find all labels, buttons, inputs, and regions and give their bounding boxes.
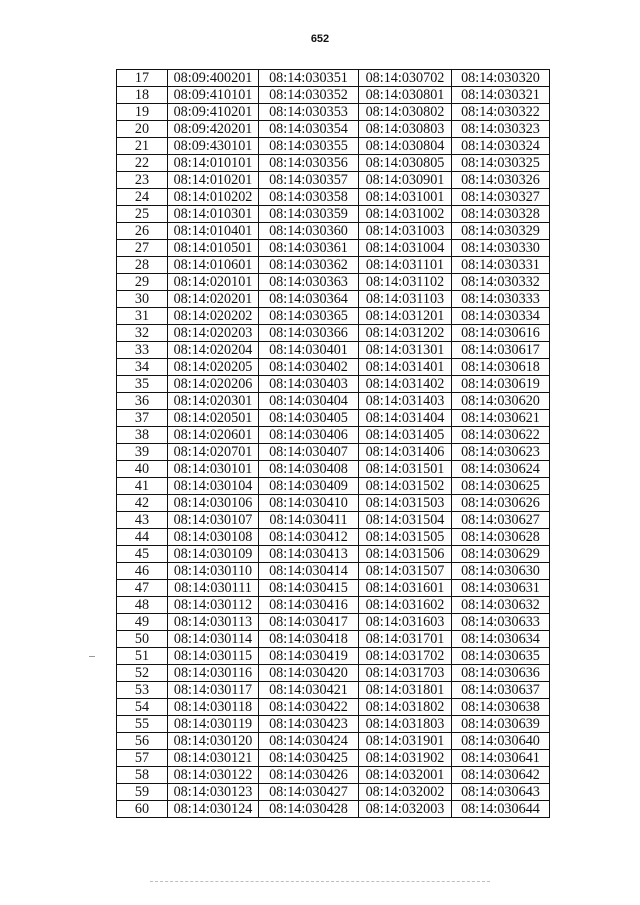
code-cell-col4: 08:14:030332 — [452, 274, 550, 291]
code-cell-col2: 08:14:030355 — [259, 138, 359, 155]
code-cell-col4: 08:14:030642 — [452, 767, 550, 784]
code-cell-col1: 08:09:410201 — [168, 104, 259, 121]
code-cell-col2: 08:14:030424 — [259, 733, 359, 750]
code-cell-col3: 08:14:031902 — [359, 750, 452, 767]
code-cell-col3: 08:14:032003 — [359, 801, 452, 818]
table-row — [117, 342, 550, 359]
code-cell-col3: 08:14:031801 — [359, 682, 452, 699]
row-number-cell: 20 — [117, 121, 168, 138]
code-cell-col4: 08:14:030331 — [452, 257, 550, 274]
table-row — [117, 376, 550, 393]
code-cell-col1: 08:14:030115 — [168, 648, 259, 665]
code-cell-col3: 08:14:031406 — [359, 444, 452, 461]
code-cell-col1: 08:14:030106 — [168, 495, 259, 512]
table-row — [117, 70, 550, 87]
row-number-cell: 43 — [117, 512, 168, 529]
code-cell-col2: 08:14:030416 — [259, 597, 359, 614]
code-cell-col4: 08:14:030634 — [452, 631, 550, 648]
code-cell-col1: 08:14:030116 — [168, 665, 259, 682]
code-cell-col4: 08:14:030624 — [452, 461, 550, 478]
row-number-cell: 35 — [117, 376, 168, 393]
codes-table — [116, 69, 550, 818]
row-number-cell: 50 — [117, 631, 168, 648]
code-cell-col1: 08:14:030114 — [168, 631, 259, 648]
code-cell-col4: 08:14:030333 — [452, 291, 550, 308]
code-cell-col1: 08:14:030124 — [168, 801, 259, 818]
code-cell-col1: 08:14:030108 — [168, 529, 259, 546]
code-cell-col1: 08:14:020204 — [168, 342, 259, 359]
code-cell-col4: 08:14:030330 — [452, 240, 550, 257]
code-cell-col3: 08:14:031405 — [359, 427, 452, 444]
code-cell-col2: 08:14:030407 — [259, 444, 359, 461]
code-cell-col1: 08:14:030109 — [168, 546, 259, 563]
row-number-cell: 48 — [117, 597, 168, 614]
code-cell-col4: 08:14:030639 — [452, 716, 550, 733]
code-cell-col2: 08:14:030366 — [259, 325, 359, 342]
table-row — [117, 580, 550, 597]
code-cell-col3: 08:14:031404 — [359, 410, 452, 427]
table-row — [117, 257, 550, 274]
row-number-cell: 53 — [117, 682, 168, 699]
code-cell-col3: 08:14:031901 — [359, 733, 452, 750]
table-row — [117, 138, 550, 155]
row-number-cell: 19 — [117, 104, 168, 121]
row-number-cell: 52 — [117, 665, 168, 682]
code-cell-col3: 08:14:030804 — [359, 138, 452, 155]
code-cell-col2: 08:14:030351 — [259, 70, 359, 87]
table-row — [117, 87, 550, 104]
table-row — [117, 325, 550, 342]
table-row — [117, 427, 550, 444]
code-cell-col4: 08:14:030324 — [452, 138, 550, 155]
code-cell-col1: 08:14:030122 — [168, 767, 259, 784]
margin-mark — [89, 656, 95, 657]
code-cell-col3: 08:14:031502 — [359, 478, 452, 495]
code-cell-col3: 08:14:032002 — [359, 784, 452, 801]
code-cell-col3: 08:14:031504 — [359, 512, 452, 529]
code-cell-col2: 08:14:030364 — [259, 291, 359, 308]
code-cell-col1: 08:14:020203 — [168, 325, 259, 342]
code-cell-col4: 08:14:030633 — [452, 614, 550, 631]
table-row — [117, 478, 550, 495]
code-cell-col2: 08:14:030418 — [259, 631, 359, 648]
row-number-cell: 59 — [117, 784, 168, 801]
code-cell-col3: 08:14:031403 — [359, 393, 452, 410]
code-cell-col2: 08:14:030414 — [259, 563, 359, 580]
table-row — [117, 716, 550, 733]
code-cell-col3: 08:14:031003 — [359, 223, 452, 240]
code-cell-col1: 08:14:020205 — [168, 359, 259, 376]
page-number: 652 — [310, 33, 330, 45]
code-cell-col1: 08:14:030101 — [168, 461, 259, 478]
code-cell-col1: 08:14:030104 — [168, 478, 259, 495]
code-cell-col4: 08:14:030617 — [452, 342, 550, 359]
row-number-cell: 28 — [117, 257, 168, 274]
code-cell-col3: 08:14:031202 — [359, 325, 452, 342]
row-number-cell: 21 — [117, 138, 168, 155]
table-row — [117, 512, 550, 529]
table-row — [117, 495, 550, 512]
code-cell-col4: 08:14:030640 — [452, 733, 550, 750]
table-row — [117, 291, 550, 308]
bottom-scan-line — [150, 881, 490, 882]
code-cell-col4: 08:14:030325 — [452, 155, 550, 172]
row-number-cell: 34 — [117, 359, 168, 376]
code-cell-col3: 08:14:031001 — [359, 189, 452, 206]
code-cell-col2: 08:14:030354 — [259, 121, 359, 138]
code-cell-col2: 08:14:030365 — [259, 308, 359, 325]
code-cell-col2: 08:14:030427 — [259, 784, 359, 801]
table-row — [117, 733, 550, 750]
table-row — [117, 206, 550, 223]
code-cell-col4: 08:14:030630 — [452, 563, 550, 580]
code-cell-col2: 08:14:030360 — [259, 223, 359, 240]
code-cell-col3: 08:14:032001 — [359, 767, 452, 784]
code-cell-col1: 08:14:010202 — [168, 189, 259, 206]
code-cell-col1: 08:09:430101 — [168, 138, 259, 155]
code-cell-col3: 08:14:031002 — [359, 206, 452, 223]
code-cell-col2: 08:14:030415 — [259, 580, 359, 597]
code-cell-col3: 08:14:031102 — [359, 274, 452, 291]
code-cell-col2: 08:14:030363 — [259, 274, 359, 291]
code-cell-col2: 08:14:030405 — [259, 410, 359, 427]
code-cell-col3: 08:14:031506 — [359, 546, 452, 563]
code-cell-col3: 08:14:031701 — [359, 631, 452, 648]
row-number-cell: 57 — [117, 750, 168, 767]
code-cell-col2: 08:14:030353 — [259, 104, 359, 121]
row-number-cell: 58 — [117, 767, 168, 784]
code-cell-col2: 08:14:030358 — [259, 189, 359, 206]
row-number-cell: 38 — [117, 427, 168, 444]
code-cell-col3: 08:14:031601 — [359, 580, 452, 597]
table-row — [117, 665, 550, 682]
table-row — [117, 546, 550, 563]
row-number-cell: 54 — [117, 699, 168, 716]
code-cell-col3: 08:14:030805 — [359, 155, 452, 172]
code-cell-col3: 08:14:031103 — [359, 291, 452, 308]
code-cell-col1: 08:09:400201 — [168, 70, 259, 87]
codes-table-body — [117, 70, 550, 818]
row-number-cell: 30 — [117, 291, 168, 308]
row-number-cell: 55 — [117, 716, 168, 733]
table-row — [117, 189, 550, 206]
code-cell-col4: 08:14:030641 — [452, 750, 550, 767]
code-cell-col2: 08:14:030356 — [259, 155, 359, 172]
code-cell-col4: 08:14:030643 — [452, 784, 550, 801]
code-cell-col4: 08:14:030631 — [452, 580, 550, 597]
table-row — [117, 699, 550, 716]
code-cell-col1: 08:14:030117 — [168, 682, 259, 699]
code-cell-col1: 08:14:020701 — [168, 444, 259, 461]
code-cell-col1: 08:14:030121 — [168, 750, 259, 767]
code-cell-col4: 08:14:030632 — [452, 597, 550, 614]
row-number-cell: 45 — [117, 546, 168, 563]
code-cell-col1: 08:14:020301 — [168, 393, 259, 410]
table-row — [117, 359, 550, 376]
code-cell-col1: 08:09:410101 — [168, 87, 259, 104]
table-row — [117, 631, 550, 648]
row-number-cell: 32 — [117, 325, 168, 342]
code-cell-col1: 08:14:010201 — [168, 172, 259, 189]
code-cell-col2: 08:14:030403 — [259, 376, 359, 393]
code-cell-col3: 08:14:031401 — [359, 359, 452, 376]
code-cell-col3: 08:14:031602 — [359, 597, 452, 614]
table-row — [117, 784, 550, 801]
code-cell-col4: 08:14:030322 — [452, 104, 550, 121]
code-cell-col3: 08:14:031703 — [359, 665, 452, 682]
code-cell-col2: 08:14:030362 — [259, 257, 359, 274]
row-number-cell: 47 — [117, 580, 168, 597]
table-row — [117, 104, 550, 121]
code-cell-col3: 08:14:031101 — [359, 257, 452, 274]
code-cell-col1: 08:14:030113 — [168, 614, 259, 631]
row-number-cell: 40 — [117, 461, 168, 478]
code-cell-col4: 08:14:030620 — [452, 393, 550, 410]
code-cell-col4: 08:14:030619 — [452, 376, 550, 393]
code-cell-col4: 08:14:030621 — [452, 410, 550, 427]
code-cell-col1: 08:14:020101 — [168, 274, 259, 291]
row-number-cell: 36 — [117, 393, 168, 410]
row-number-cell: 17 — [117, 70, 168, 87]
code-cell-col1: 08:14:020501 — [168, 410, 259, 427]
row-number-cell: 42 — [117, 495, 168, 512]
code-cell-col2: 08:14:030426 — [259, 767, 359, 784]
code-cell-col3: 08:14:031507 — [359, 563, 452, 580]
code-cell-col4: 08:14:030636 — [452, 665, 550, 682]
code-cell-col1: 08:14:010301 — [168, 206, 259, 223]
code-cell-col3: 08:14:031201 — [359, 308, 452, 325]
code-cell-col3: 08:14:030801 — [359, 87, 452, 104]
row-number-cell: 33 — [117, 342, 168, 359]
code-cell-col3: 08:14:030802 — [359, 104, 452, 121]
code-cell-col1: 08:14:020206 — [168, 376, 259, 393]
table-row — [117, 563, 550, 580]
code-cell-col4: 08:14:030625 — [452, 478, 550, 495]
code-cell-col1: 08:14:020601 — [168, 427, 259, 444]
code-cell-col1: 08:14:020202 — [168, 308, 259, 325]
code-cell-col4: 08:14:030627 — [452, 512, 550, 529]
code-cell-col3: 08:14:030803 — [359, 121, 452, 138]
code-cell-col2: 08:14:030352 — [259, 87, 359, 104]
row-number-cell: 56 — [117, 733, 168, 750]
table-row — [117, 121, 550, 138]
code-cell-col1: 08:09:420201 — [168, 121, 259, 138]
code-cell-col2: 08:14:030406 — [259, 427, 359, 444]
row-number-cell: 31 — [117, 308, 168, 325]
code-cell-col4: 08:14:030321 — [452, 87, 550, 104]
code-cell-col1: 08:14:030123 — [168, 784, 259, 801]
code-cell-col2: 08:14:030361 — [259, 240, 359, 257]
code-cell-col4: 08:14:030635 — [452, 648, 550, 665]
code-cell-col3: 08:14:030702 — [359, 70, 452, 87]
code-cell-col2: 08:14:030357 — [259, 172, 359, 189]
row-number-cell: 60 — [117, 801, 168, 818]
code-cell-col4: 08:14:030320 — [452, 70, 550, 87]
table-row — [117, 223, 550, 240]
code-cell-col3: 08:14:031603 — [359, 614, 452, 631]
code-cell-col1: 08:14:010601 — [168, 257, 259, 274]
table-row — [117, 614, 550, 631]
code-cell-col1: 08:14:030120 — [168, 733, 259, 750]
code-cell-col1: 08:14:030111 — [168, 580, 259, 597]
code-cell-col4: 08:14:030644 — [452, 801, 550, 818]
code-cell-col2: 08:14:030413 — [259, 546, 359, 563]
code-cell-col1: 08:14:030112 — [168, 597, 259, 614]
code-cell-col4: 08:14:030638 — [452, 699, 550, 716]
code-cell-col2: 08:14:030428 — [259, 801, 359, 818]
code-cell-col2: 08:14:030417 — [259, 614, 359, 631]
row-number-cell: 39 — [117, 444, 168, 461]
code-cell-col4: 08:14:030626 — [452, 495, 550, 512]
code-cell-col1: 08:14:010501 — [168, 240, 259, 257]
table-row — [117, 529, 550, 546]
table-row — [117, 597, 550, 614]
code-cell-col4: 08:14:030637 — [452, 682, 550, 699]
row-number-cell: 46 — [117, 563, 168, 580]
code-cell-col3: 08:14:031802 — [359, 699, 452, 716]
code-cell-col2: 08:14:030419 — [259, 648, 359, 665]
code-cell-col2: 08:14:030409 — [259, 478, 359, 495]
code-cell-col3: 08:14:031004 — [359, 240, 452, 257]
code-cell-col3: 08:14:031501 — [359, 461, 452, 478]
table-row — [117, 172, 550, 189]
code-cell-col3: 08:14:031301 — [359, 342, 452, 359]
table-row — [117, 444, 550, 461]
code-cell-col2: 08:14:030404 — [259, 393, 359, 410]
code-cell-col2: 08:14:030401 — [259, 342, 359, 359]
table-row — [117, 410, 550, 427]
row-number-cell: 29 — [117, 274, 168, 291]
table-row — [117, 308, 550, 325]
table-row — [117, 393, 550, 410]
code-cell-col1: 08:14:010101 — [168, 155, 259, 172]
code-cell-col3: 08:14:030901 — [359, 172, 452, 189]
row-number-cell: 26 — [117, 223, 168, 240]
table-row — [117, 750, 550, 767]
code-cell-col2: 08:14:030422 — [259, 699, 359, 716]
code-cell-col4: 08:14:030328 — [452, 206, 550, 223]
code-cell-col3: 08:14:031402 — [359, 376, 452, 393]
table-row — [117, 155, 550, 172]
table-row — [117, 648, 550, 665]
row-number-cell: 25 — [117, 206, 168, 223]
row-number-cell: 49 — [117, 614, 168, 631]
code-cell-col4: 08:14:030327 — [452, 189, 550, 206]
code-cell-col4: 08:14:030622 — [452, 427, 550, 444]
code-cell-col2: 08:14:030420 — [259, 665, 359, 682]
code-cell-col4: 08:14:030629 — [452, 546, 550, 563]
table-row — [117, 682, 550, 699]
code-cell-col2: 08:14:030408 — [259, 461, 359, 478]
table-row — [117, 767, 550, 784]
row-number-cell: 44 — [117, 529, 168, 546]
code-cell-col1: 08:14:020201 — [168, 291, 259, 308]
row-number-cell: 37 — [117, 410, 168, 427]
code-cell-col2: 08:14:030410 — [259, 495, 359, 512]
code-cell-col1: 08:14:030107 — [168, 512, 259, 529]
code-cell-col1: 08:14:030110 — [168, 563, 259, 580]
row-number-cell: 41 — [117, 478, 168, 495]
code-cell-col4: 08:14:030623 — [452, 444, 550, 461]
code-cell-col4: 08:14:030334 — [452, 308, 550, 325]
code-cell-col2: 08:14:030423 — [259, 716, 359, 733]
code-cell-col1: 08:14:010401 — [168, 223, 259, 240]
table-row — [117, 801, 550, 818]
row-number-cell: 27 — [117, 240, 168, 257]
row-number-cell: 22 — [117, 155, 168, 172]
table-row — [117, 461, 550, 478]
row-number-cell: 24 — [117, 189, 168, 206]
code-cell-col2: 08:14:030402 — [259, 359, 359, 376]
code-cell-col4: 08:14:030616 — [452, 325, 550, 342]
code-cell-col4: 08:14:030326 — [452, 172, 550, 189]
code-cell-col4: 08:14:030618 — [452, 359, 550, 376]
code-cell-col2: 08:14:030421 — [259, 682, 359, 699]
row-number-cell: 18 — [117, 87, 168, 104]
code-cell-col4: 08:14:030628 — [452, 529, 550, 546]
code-cell-col4: 08:14:030329 — [452, 223, 550, 240]
code-cell-col2: 08:14:030412 — [259, 529, 359, 546]
code-cell-col3: 08:14:031503 — [359, 495, 452, 512]
table-row — [117, 240, 550, 257]
code-cell-col3: 08:14:031702 — [359, 648, 452, 665]
row-number-cell: 23 — [117, 172, 168, 189]
code-cell-col2: 08:14:030411 — [259, 512, 359, 529]
code-cell-col1: 08:14:030119 — [168, 716, 259, 733]
code-cell-col1: 08:14:030118 — [168, 699, 259, 716]
row-number-cell: 51 — [117, 648, 168, 665]
code-cell-col2: 08:14:030425 — [259, 750, 359, 767]
table-row — [117, 274, 550, 291]
code-cell-col4: 08:14:030323 — [452, 121, 550, 138]
code-cell-col2: 08:14:030359 — [259, 206, 359, 223]
code-cell-col3: 08:14:031505 — [359, 529, 452, 546]
code-cell-col3: 08:14:031803 — [359, 716, 452, 733]
